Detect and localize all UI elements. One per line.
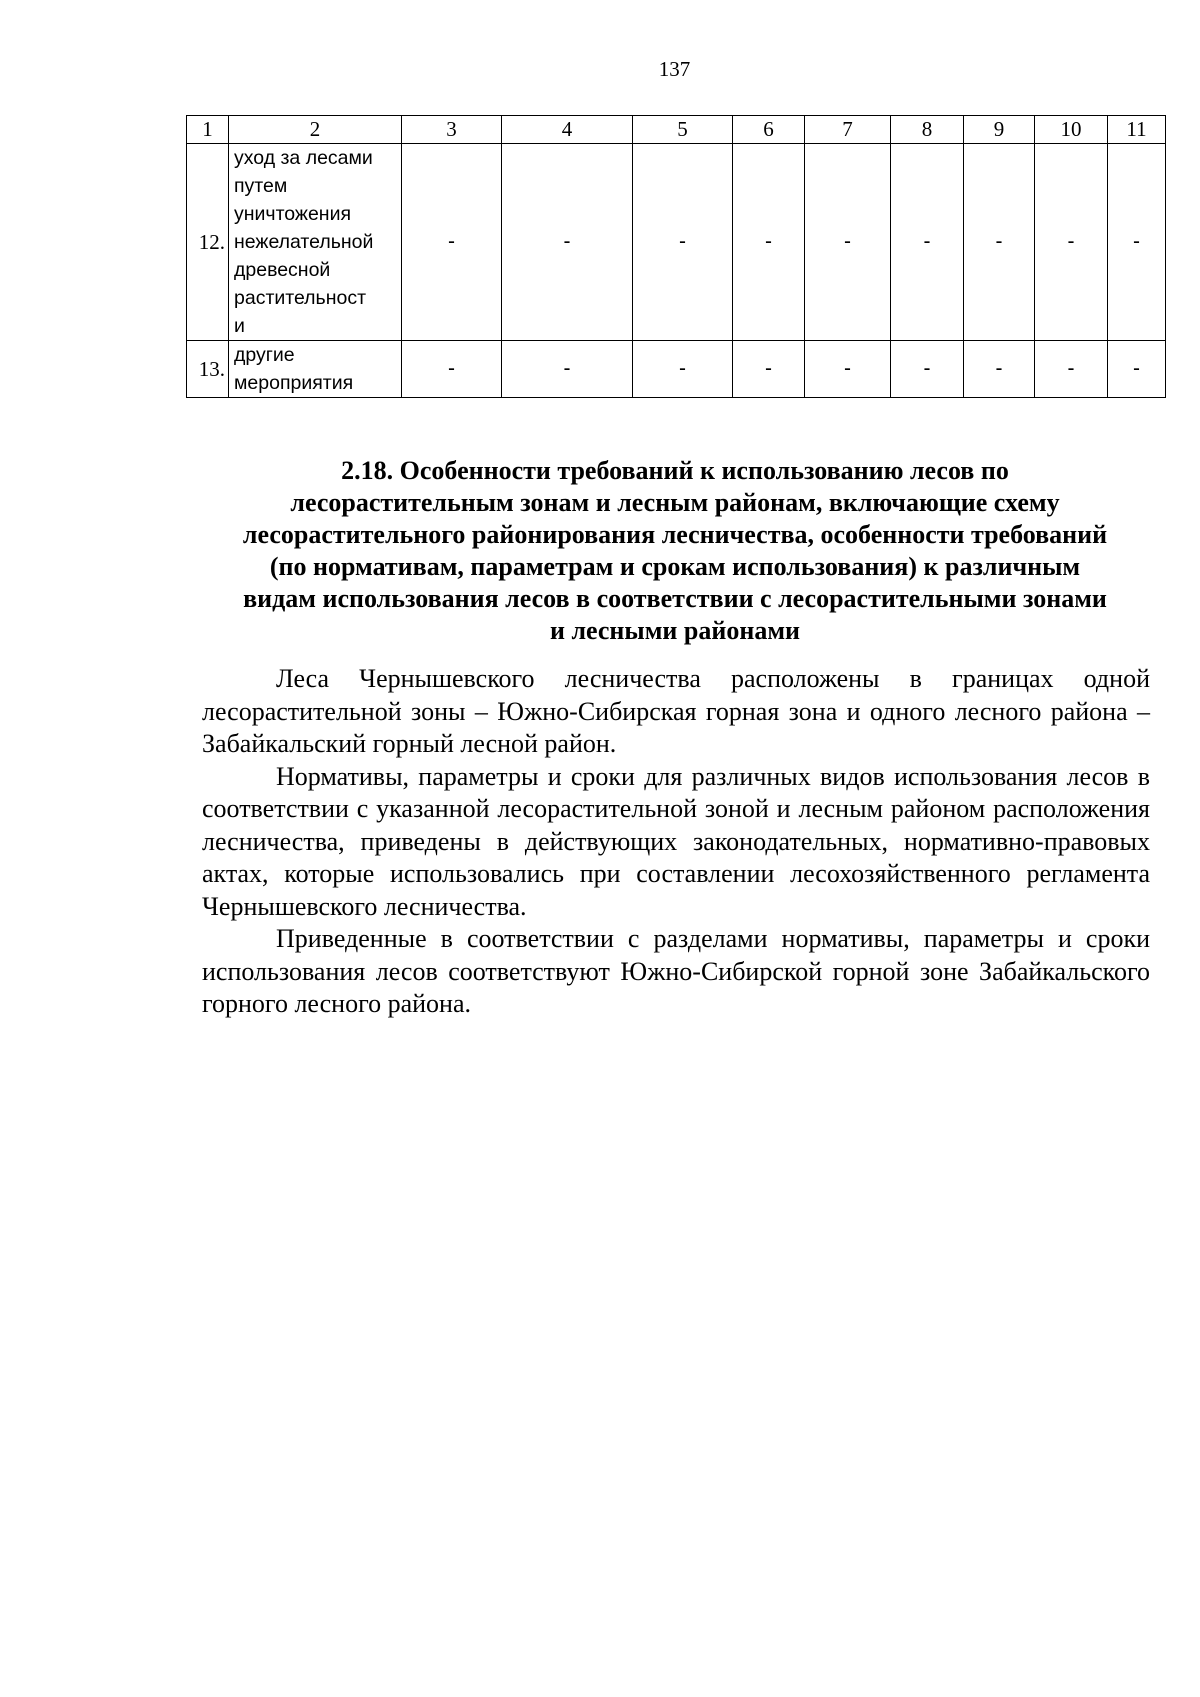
- value-cell: -: [805, 144, 891, 341]
- measure-name-line: уход за лесами: [234, 147, 373, 169]
- measure-name: [229, 144, 402, 341]
- value-cell: -: [633, 341, 733, 398]
- measure-name: [229, 341, 402, 398]
- measure-name-line: растительност: [234, 287, 367, 309]
- value-cell: -: [733, 341, 805, 398]
- value-cell: -: [733, 144, 805, 341]
- paragraph: Нормативы, параметры и сроки для различных видов использования лесов в соответствии с указанной лесорастительной зоной и лесным районом расположения лесничества, приведены в действующих законодательных, нормативно-правовых актах, которые использовались при составлении лесохозяйственного регламента Чернышевского лесничества.: [202, 761, 1150, 921]
- page-number: 137: [658, 57, 691, 81]
- value-cell: -: [1035, 144, 1108, 341]
- measure-name-line: уничтожения: [234, 203, 352, 225]
- column-number: 8: [891, 116, 964, 144]
- measure-name-line: древесной: [234, 259, 331, 281]
- section-title-line: и лесными районами: [549, 616, 801, 645]
- column-number: 7: [805, 116, 891, 144]
- column-number: 11: [1108, 116, 1166, 144]
- value-cell: -: [964, 144, 1035, 341]
- paragraph: Приведенные в соответствии с разделами нормативы, параметры и сроки использования лесов соответствуют Южно-Сибирской горной зоне Забайкальского горного лесного района.: [202, 924, 1150, 1018]
- value-cell: -: [502, 144, 633, 341]
- section-title-line: видам использования лесов в соответствии с лесорастительными зонами: [243, 584, 1107, 613]
- value-cell: -: [1108, 341, 1166, 398]
- value-cell: -: [1108, 144, 1166, 341]
- value-cell: -: [805, 341, 891, 398]
- section-title-line: (по нормативам, параметрам и срокам использования) к различным: [269, 552, 1081, 581]
- measures-table: [186, 115, 1166, 398]
- value-cell: -: [891, 144, 964, 341]
- column-number: 6: [733, 116, 805, 144]
- section-title-line: 2.18. Особенности требований к использованию лесов по: [341, 456, 1009, 485]
- measure-name-line: и: [234, 315, 245, 337]
- value-cell: -: [502, 341, 633, 398]
- table-row: [187, 144, 1166, 341]
- table-row: [187, 341, 1166, 398]
- section-title-line: лесорастительного районирования лесничества, особенности требований: [242, 520, 1108, 549]
- table-header-row: [187, 116, 1166, 144]
- column-number: 4: [502, 116, 633, 144]
- measure-name-line: путем: [234, 175, 288, 197]
- value-cell: -: [402, 341, 502, 398]
- column-number: 2: [229, 116, 402, 144]
- column-number: 3: [402, 116, 502, 144]
- section-title: [196, 455, 1154, 647]
- value-cell: -: [891, 341, 964, 398]
- measure-name-line: нежелательной: [234, 231, 374, 253]
- row-number: 13.: [187, 341, 229, 398]
- value-cell: -: [964, 341, 1035, 398]
- value-cell: -: [402, 144, 502, 341]
- value-cell: -: [633, 144, 733, 341]
- value-cell: -: [1035, 341, 1108, 398]
- row-number: 12.: [187, 144, 229, 341]
- paragraph: Леса Чернышевского лесничества расположены в границах одной лесорастительной зоны – Южно-Сибирская горная зона и одного лесного района – Забайкальский горный лесной район.: [202, 664, 1150, 758]
- column-number: 1: [187, 116, 229, 144]
- column-number: 5: [633, 116, 733, 144]
- measure-name-line: другие: [234, 344, 295, 366]
- section-title-line: лесорастительным зонам и лесным районам, включающие схему: [290, 488, 1060, 517]
- column-number: 9: [964, 116, 1035, 144]
- measure-name-line: мероприятия: [234, 372, 354, 394]
- column-number: 10: [1035, 116, 1108, 144]
- section-body: [202, 663, 1150, 1021]
